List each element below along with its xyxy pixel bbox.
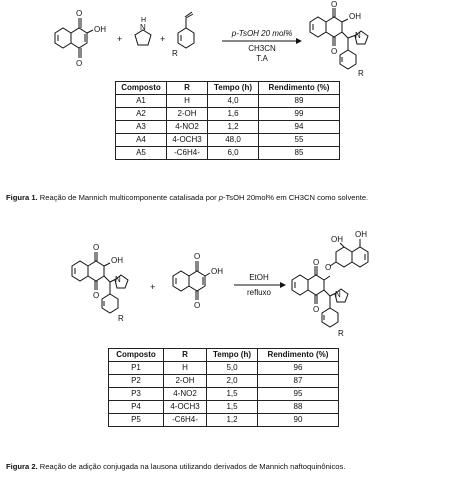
table-cell: H: [164, 362, 207, 375]
table-cell: 4-OCH3: [167, 134, 208, 147]
column-header: R: [167, 82, 208, 95]
table-cell: A3: [116, 121, 167, 134]
table-cell: 89: [259, 95, 340, 108]
table-cell: P5: [109, 414, 164, 427]
table-cell: 96: [258, 362, 339, 375]
temperature-label: T.A: [256, 54, 268, 63]
table-cell: 90: [258, 414, 339, 427]
table-cell: 48,0: [208, 134, 259, 147]
atom-oh: OH: [94, 25, 106, 34]
atom-o: O: [313, 305, 320, 314]
atom-o: O: [194, 252, 201, 261]
atom-h: H: [141, 17, 147, 24]
condition-label: refluxo: [246, 288, 272, 297]
column-header: Tempo (h): [208, 82, 259, 95]
atom-o: O: [313, 258, 320, 267]
table-row: [116, 121, 340, 134]
atom-oh: OH: [211, 267, 223, 276]
column-header: Rendimento (%): [259, 82, 340, 95]
column-header: R: [164, 349, 207, 362]
table-cell: 4-NO2: [164, 388, 207, 401]
table-row: [109, 414, 339, 427]
atom-oh: OH: [355, 230, 367, 239]
caption-italic: p: [218, 193, 223, 202]
solvent-label: CH3CN: [248, 44, 276, 53]
table-cell: 1,6: [208, 108, 259, 121]
atom-r: R: [338, 329, 344, 338]
caption-text: -TsOH 20mol% em CH3CN como solvente.: [222, 193, 369, 202]
table-row: [116, 147, 340, 160]
table-cell: 5,0: [207, 362, 258, 375]
table-cell: 1,2: [207, 414, 258, 427]
table-header-row: [116, 82, 340, 95]
catalyst-label: p-TsOH 20 mol%: [231, 29, 293, 38]
atom-o: O: [93, 291, 100, 300]
atom-oh: OH: [111, 256, 123, 265]
atom-o: O: [93, 243, 100, 252]
table-cell: -C6H4-: [164, 414, 207, 427]
table-cell: A1: [116, 95, 167, 108]
table-cell: 2-OH: [167, 108, 208, 121]
table-row: [116, 95, 340, 108]
column-header: Composto: [109, 349, 164, 362]
atom-o: O: [325, 263, 332, 272]
table-cell: 6,0: [208, 147, 259, 160]
plus-sign: +: [117, 34, 123, 44]
table-row: [109, 388, 339, 401]
solvent-label: EtOH: [249, 273, 269, 282]
table-cell: 1,5: [207, 388, 258, 401]
table-cell: A5: [116, 147, 167, 160]
table-cell: 4-NO2: [167, 121, 208, 134]
table-cell: -C6H4-: [167, 147, 208, 160]
lawsone-structure: [55, 18, 93, 58]
table-row: [116, 134, 340, 147]
benzaldehyde-structure: [178, 12, 194, 48]
table-cell: P2: [109, 375, 164, 388]
table-cell: 99: [259, 108, 340, 121]
atom-o: O: [76, 9, 83, 18]
caption-text: Reação de adição conjugada na lausona utilizando derivados de Mannich naftoquinônicos.: [37, 462, 346, 471]
table-cell: 4-OCH3: [164, 401, 207, 414]
table-row: [116, 108, 340, 121]
table-cell: 1,2: [208, 121, 259, 134]
atom-o: O: [76, 59, 83, 68]
atom-r: R: [358, 69, 364, 78]
table-cell: P3: [109, 388, 164, 401]
table-cell: A2: [116, 108, 167, 121]
column-header: Tempo (h): [207, 349, 258, 362]
table-cell: 55: [259, 134, 340, 147]
table-cell: 95: [258, 388, 339, 401]
table-cell: H: [167, 95, 208, 108]
pyrrolidine-structure: [135, 30, 151, 45]
table-cell: 4,0: [208, 95, 259, 108]
column-header: Rendimento (%): [258, 349, 339, 362]
figure1-reaction-scheme: [0, 0, 470, 85]
table-cell: 2-OH: [164, 375, 207, 388]
atom-o: O: [331, 0, 338, 9]
figure1-results-table: [115, 81, 340, 160]
atom-r: R: [118, 314, 124, 323]
table-cell: 88: [258, 401, 339, 414]
atom-n: N: [140, 23, 146, 32]
caption-label: Figura 2.: [6, 462, 38, 471]
atom-n: N: [335, 290, 341, 299]
caption-label: Figura 1.: [6, 193, 38, 202]
figure2-caption: [6, 462, 345, 471]
atom-n: N: [355, 31, 361, 40]
atom-oh: OH: [349, 12, 361, 21]
column-header: Composto: [116, 82, 167, 95]
table-cell: 85: [259, 147, 340, 160]
table-header-row: [109, 349, 339, 362]
table-cell: P1: [109, 362, 164, 375]
table-cell: 2,0: [207, 375, 258, 388]
table-cell: 1,5: [207, 401, 258, 414]
atom-o: O: [194, 301, 201, 310]
plus-sign: +: [160, 34, 166, 44]
table-row: [109, 401, 339, 414]
figure1-caption: [6, 193, 368, 202]
atom-oh: OH: [331, 235, 343, 244]
table-cell: P4: [109, 401, 164, 414]
atom-n: N: [115, 275, 121, 284]
caption-text: Reação de Mannich multicomponente catalisada por: [37, 193, 219, 202]
figure2-results-table: [108, 348, 339, 427]
figure2-atom-labels: [0, 228, 470, 348]
table-row: [109, 362, 339, 375]
table-cell: 87: [258, 375, 339, 388]
atom-o: O: [331, 47, 338, 56]
table-cell: A4: [116, 134, 167, 147]
atom-r: R: [172, 49, 178, 58]
table-row: [109, 375, 339, 388]
plus-sign: +: [150, 282, 156, 292]
table-cell: 94: [259, 121, 340, 134]
